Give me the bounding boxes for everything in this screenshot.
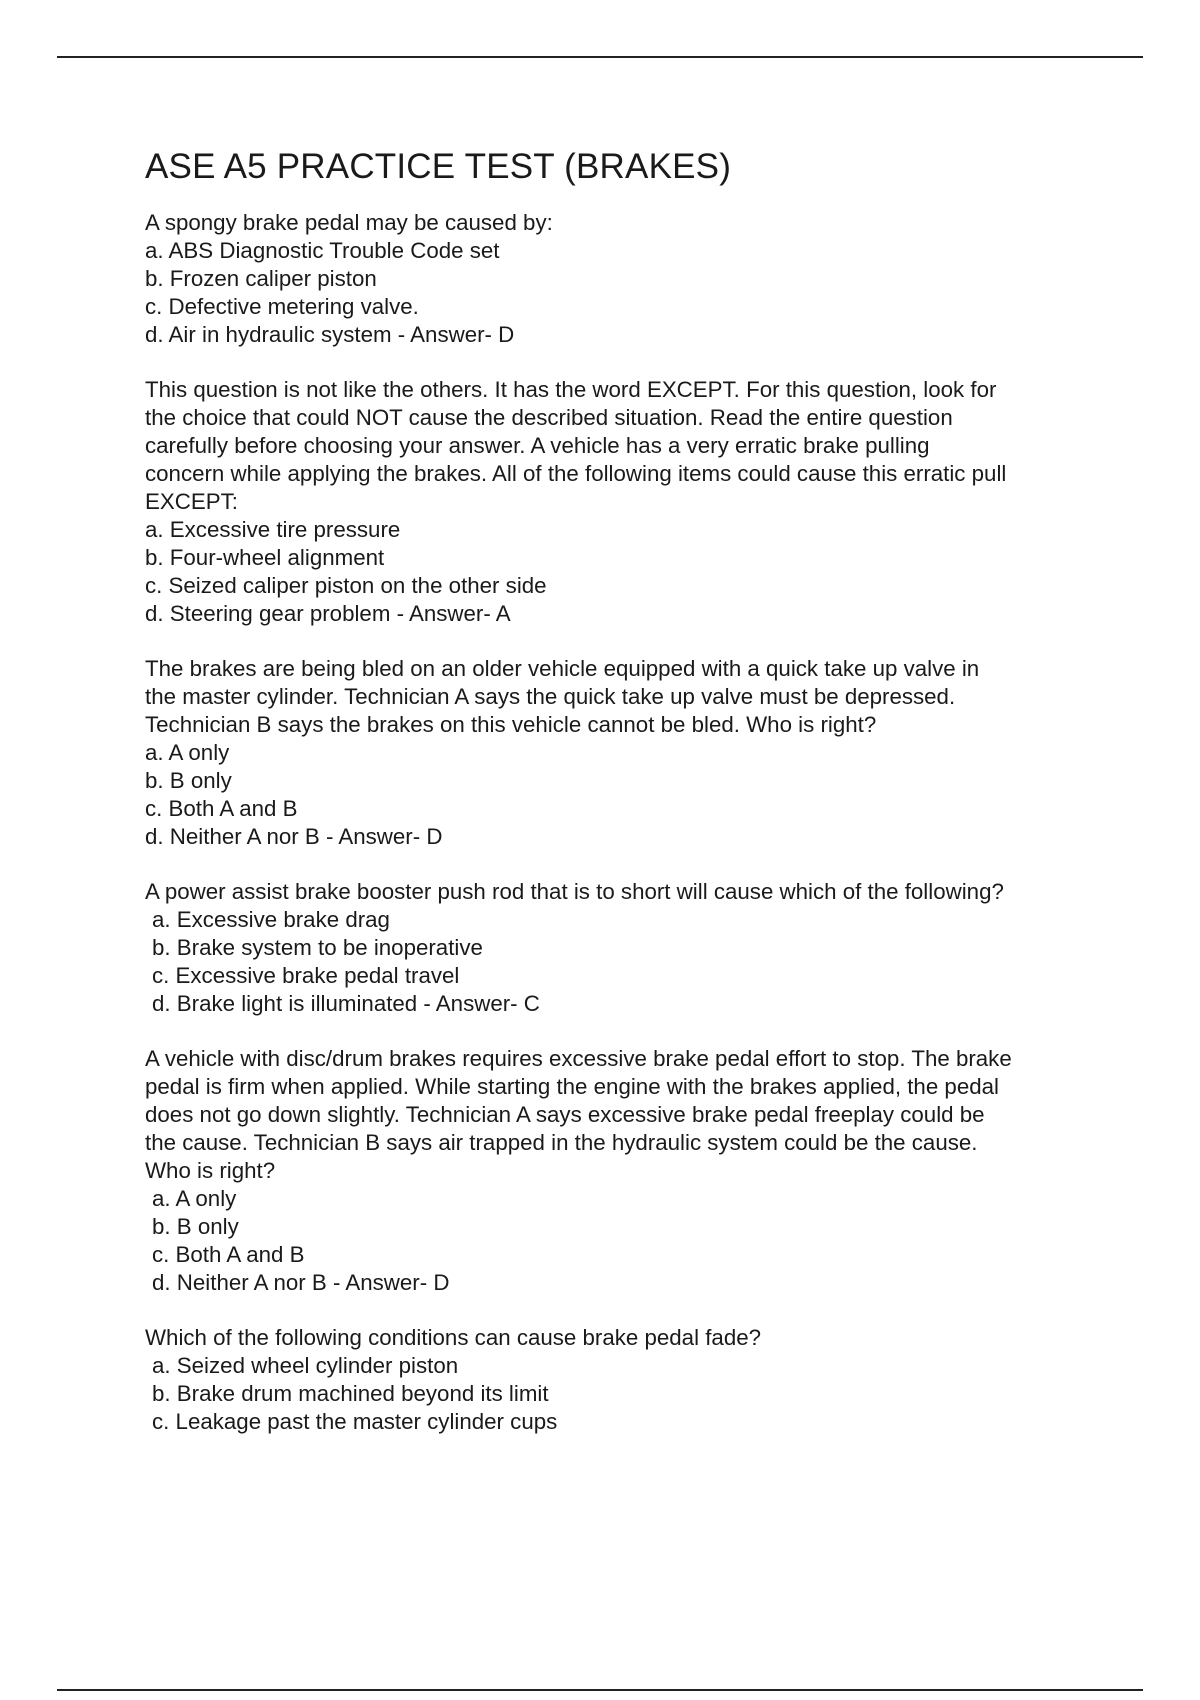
answer-option-c: c. Seized caliper piston on the other side	[145, 573, 547, 598]
question-5	[145, 1045, 1095, 1297]
answer-option-c: c. Leakage past the master cylinder cups	[152, 1409, 558, 1434]
answer-option-a: a. Excessive brake drag	[152, 907, 390, 932]
answer-option-b: b. B only	[145, 768, 232, 793]
answer-option-a: a. A only	[145, 740, 230, 765]
answer-option-d: d. Brake light is illuminated - Answer- C	[152, 991, 540, 1016]
question-stem-line: EXCEPT:	[145, 489, 238, 514]
answer-option-c: c. Both A and B	[145, 796, 298, 821]
answer-option-b: b. Brake drum machined beyond its limit	[152, 1381, 549, 1406]
answer-option-c: c. Both A and B	[152, 1242, 305, 1267]
answer-option-a: a. A only	[152, 1186, 237, 1211]
question-stem-line: Who is right?	[145, 1158, 276, 1183]
answer-option-d: d. Neither A nor B - Answer- D	[145, 824, 443, 849]
answer-option-b: b. Frozen caliper piston	[145, 266, 377, 291]
question-2	[145, 376, 1095, 628]
answer-option-b: b. B only	[152, 1214, 239, 1239]
answer-option-a: a. Excessive tire pressure	[145, 517, 401, 542]
answer-option-a: a. ABS Diagnostic Trouble Code set	[145, 238, 500, 263]
answer-option-c: c. Excessive brake pedal travel	[152, 963, 460, 988]
answer-option-c: c. Defective metering valve.	[145, 294, 419, 319]
question-stem-line: does not go down slightly. Technician A says excessive brake pedal freeplay could be	[145, 1102, 985, 1127]
question-stem-line: A vehicle with disc/drum brakes requires excessive brake pedal effort to stop. The brake	[145, 1046, 1012, 1071]
answer-option-d: d. Neither A nor B - Answer- D	[152, 1270, 450, 1295]
question-stem: A power assist brake booster push rod that is to short will cause which of the following?	[145, 879, 1004, 904]
question-stem-line: carefully before choosing your answer. A vehicle has a very erratic brake pulling	[145, 433, 930, 458]
question-stem-line: the master cylinder. Technician A says the quick take up valve must be depressed.	[145, 684, 956, 709]
question-4	[145, 878, 1095, 1018]
question-stem-line: the cause. Technician B says air trapped in the hydraulic system could be the cause.	[145, 1130, 978, 1155]
answer-option-d: d. Air in hydraulic system - Answer- D	[145, 322, 515, 347]
question-1	[145, 209, 1095, 349]
bottom-divider	[57, 1689, 1143, 1691]
answer-option-b: b. Four-wheel alignment	[145, 545, 385, 570]
question-stem-line: Technician B says the brakes on this vehicle cannot be bled. Who is right?	[145, 712, 877, 737]
question-stem-line: This question is not like the others. It has the word EXCEPT. For this question, look for	[145, 377, 997, 402]
document-body	[145, 145, 1095, 1463]
question-6	[145, 1324, 1095, 1436]
document-title: ASE A5 PRACTICE TEST (BRAKES)	[145, 147, 732, 186]
question-stem: Which of the following conditions can cause brake pedal fade?	[145, 1325, 762, 1350]
question-stem-line: pedal is firm when applied. While starting the engine with the brakes applied, the pedal	[145, 1074, 999, 1099]
answer-option-b: b. Brake system to be inoperative	[152, 935, 483, 960]
question-stem: A spongy brake pedal may be caused by:	[145, 210, 553, 235]
answer-option-d: d. Steering gear problem - Answer- A	[145, 601, 511, 626]
question-stem-line: concern while applying the brakes. All of the following items could cause this erratic pull	[145, 461, 1007, 486]
question-stem-line: the choice that could NOT cause the described situation. Read the entire question	[145, 405, 953, 430]
answer-option-a: a. Seized wheel cylinder piston	[152, 1353, 459, 1378]
top-divider	[57, 56, 1143, 58]
question-stem-line: The brakes are being bled on an older vehicle equipped with a quick take up valve in	[145, 656, 980, 681]
question-3	[145, 655, 1095, 851]
